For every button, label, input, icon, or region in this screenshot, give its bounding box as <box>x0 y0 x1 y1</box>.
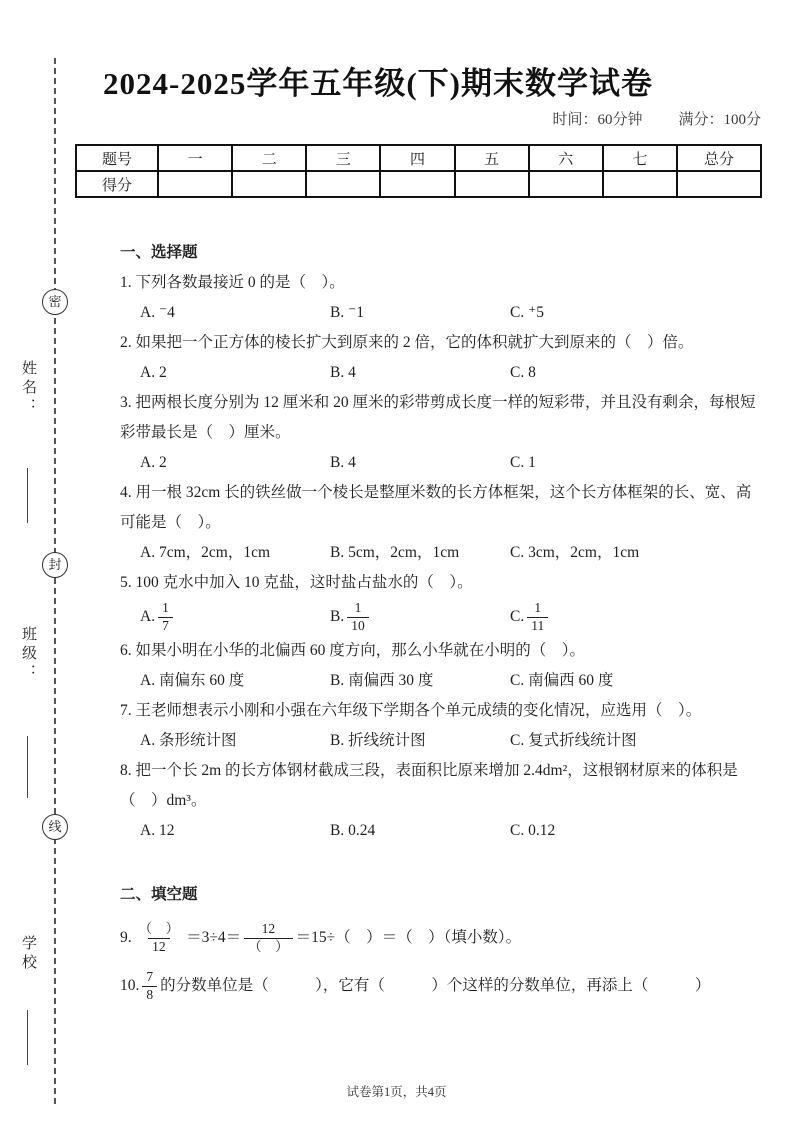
score-row-label: 得分 <box>76 171 158 197</box>
option-b: B. 5cm，2cm，1cm <box>330 544 460 561</box>
option-b: B. 4 <box>330 364 356 381</box>
option-c <box>510 600 766 635</box>
question-6 <box>120 636 766 696</box>
option-b <box>330 600 510 635</box>
name-fill-line <box>27 468 28 523</box>
question-stem: 3. 把两根长度分别为 12 厘米和 20 厘米的彩带剪成长度一样的短彩带，并且没有剩余，每根短彩带最长是（ ）厘米。 <box>120 394 756 441</box>
question-text: 的分数单位是（ ），它有（ ）个这样的分数单位，再添上（ ） <box>160 977 711 994</box>
question-stem: 5. 100 克水中加入 10 克盐，这时盐占盐水的（ ）。 <box>120 574 473 591</box>
page-title: 2024-2025学年五年级(下)期末数学试卷 <box>103 66 653 101</box>
question-number: 9. <box>120 929 132 946</box>
option-a: A. 2 <box>140 364 167 381</box>
option-a: A. 7cm，2cm，1cm <box>140 544 271 561</box>
question-options <box>120 358 766 388</box>
option-b: B. 0.24 <box>330 822 376 839</box>
option-a: A. 条形统计图 <box>140 732 237 749</box>
option-a: A. 2 <box>140 454 167 471</box>
name-label: 姓名： <box>20 360 36 417</box>
option-a: A. 南偏东 60 度 <box>140 672 245 689</box>
option-b: B. 4 <box>330 454 356 471</box>
equation-text: ＝3÷4＝ <box>186 929 242 946</box>
school-fill-line <box>27 1010 28 1065</box>
question-8 <box>120 756 766 846</box>
time-limit: 时间：60分钟 <box>552 112 643 128</box>
question-number: 10. <box>120 977 140 994</box>
seal-dashed-line <box>54 58 56 1104</box>
option-label: B. <box>330 608 345 625</box>
question-options <box>120 816 766 846</box>
question-options <box>120 298 766 328</box>
question-stem: 2. 如果把一个正方体的棱长扩大到原来的 2 倍，它的体积就扩大到原来的（ ）倍。 <box>120 334 694 351</box>
score-table-cell: 二 <box>232 145 306 171</box>
fraction: $\frac{7}{8}$ <box>142 969 157 1004</box>
score-table-cell: 题号 <box>76 145 158 171</box>
section1-heading: 一、选择题 <box>120 244 198 261</box>
score-cell-empty <box>677 171 761 197</box>
question-stem: 1. 下列各数最接近 0 的是（ ）。 <box>120 274 345 291</box>
option-c: C. 1 <box>510 454 536 471</box>
fraction: $\frac{( )}{12}$ <box>138 920 180 954</box>
question-10 <box>120 966 766 1006</box>
question-options <box>120 448 766 478</box>
score-cell-empty <box>455 171 529 197</box>
question-3 <box>120 388 766 478</box>
question-stem: 7. 王老师想表示小刚和小强在六年级下学期各个单元成绩的变化情况，应选用（ ）。 <box>120 702 702 719</box>
question-4 <box>120 478 766 568</box>
question-2 <box>120 328 766 388</box>
score-table-cell: 五 <box>455 145 529 171</box>
question-options <box>120 598 766 636</box>
score-cell-empty <box>158 171 232 197</box>
question-stem: 4. 用一根 32cm 长的铁丝做一个棱长是整厘米数的长方体框架，这个长方体框架的长、宽、高可能是（ ）。 <box>120 484 752 531</box>
option-c: C. 3cm，2cm，1cm <box>510 544 640 561</box>
school-label: 学校 <box>20 935 36 973</box>
class-label: 班级： <box>20 626 36 683</box>
seal-char-mi: 密 <box>42 289 68 315</box>
question-7 <box>120 696 766 756</box>
score-table-header-row <box>76 145 761 171</box>
score-table-cell: 四 <box>380 145 454 171</box>
exam-meta <box>552 108 761 129</box>
seal-char-xian: 线 <box>42 814 68 840</box>
fraction: $\frac{1}{11}$ <box>527 600 548 635</box>
option-label: A. <box>140 608 156 625</box>
option-c: C. 8 <box>510 364 536 381</box>
full-score: 满分：100分 <box>678 112 761 128</box>
option-c: C. 南偏西 60 度 <box>510 672 614 689</box>
question-1 <box>120 268 766 328</box>
option-b: B. 南偏西 30 度 <box>330 672 434 689</box>
score-table-cell: 一 <box>158 145 232 171</box>
question-options <box>120 538 766 568</box>
score-table-cell: 六 <box>529 145 603 171</box>
question-options <box>120 726 766 756</box>
option-c: C. 0.12 <box>510 822 556 839</box>
question-stem: 8. 把一个长 2m 的长方体钢材截成三段，表面积比原来增加 2.4dm²，这根钢材原来的体积是（ ）dm³。 <box>120 762 738 809</box>
score-table-score-row <box>76 171 761 197</box>
score-cell-empty <box>380 171 454 197</box>
page-footer: 试卷第1页，共4页 <box>346 1085 447 1099</box>
exam-body <box>120 238 766 1006</box>
score-table-cell: 三 <box>306 145 380 171</box>
fraction: $\frac{12}{( )}$ <box>244 921 293 956</box>
option-c: C. 复式折线统计图 <box>510 732 637 749</box>
fraction: $\frac{1}{10}$ <box>347 600 369 635</box>
equation-text: ＝15÷（ ）＝（ ）（填小数）。 <box>295 929 522 946</box>
score-table-cell: 七 <box>603 145 677 171</box>
option-c: C. ⁺5 <box>510 304 545 321</box>
option-b: B. ⁻1 <box>330 304 365 321</box>
option-a <box>140 600 330 635</box>
option-label: C. <box>510 608 525 625</box>
score-cell-empty <box>529 171 603 197</box>
score-cell-empty <box>232 171 306 197</box>
score-table <box>75 144 762 198</box>
section2-heading: 二、填空题 <box>120 886 198 903</box>
score-cell-empty <box>603 171 677 197</box>
question-options <box>120 666 766 696</box>
score-table-cell: 总分 <box>677 145 761 171</box>
seal-char-feng: 封 <box>42 552 68 578</box>
question-5 <box>120 568 766 636</box>
option-a: A. ⁻4 <box>140 304 175 321</box>
option-a: A. 12 <box>140 822 175 839</box>
option-b: B. 折线统计图 <box>330 732 426 749</box>
fraction: $\frac{1}{7}$ <box>158 600 173 635</box>
score-cell-empty <box>306 171 380 197</box>
question-stem: 6. 如果小明在小华的北偏西 60 度方向，那么小华就在小明的（ ）。 <box>120 642 586 659</box>
question-9 <box>120 918 766 958</box>
class-fill-line <box>27 736 28 798</box>
